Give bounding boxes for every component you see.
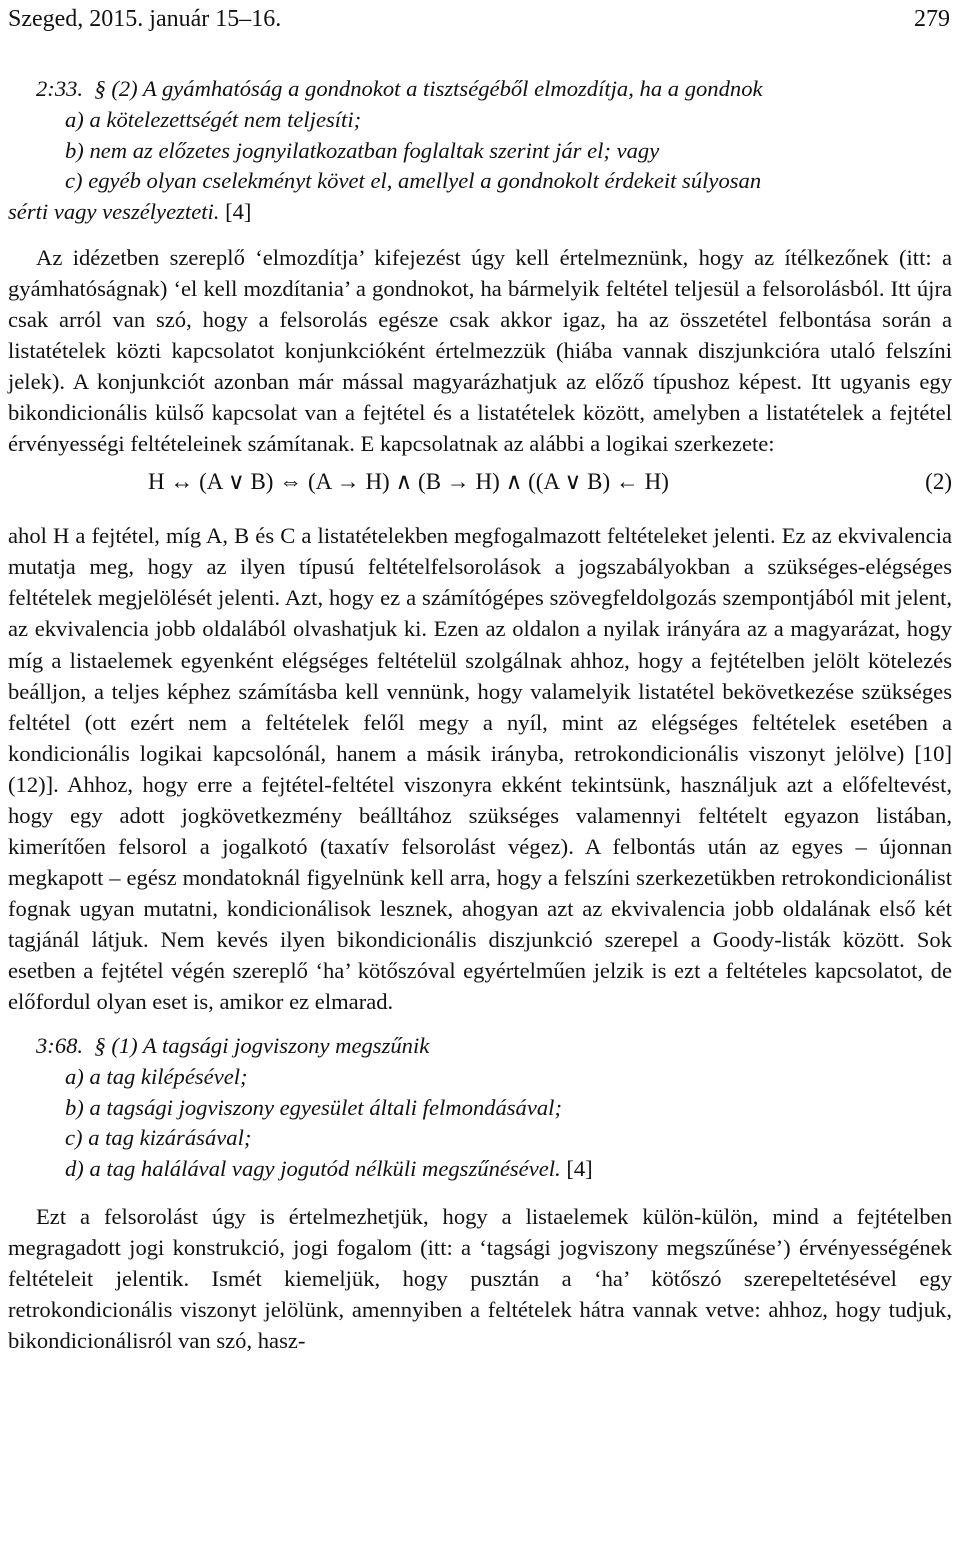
statute-item-d-line	[8, 1154, 952, 1185]
page-number: 279	[914, 6, 950, 32]
statute-item-c: c) a tag kizárásával;	[65, 1125, 252, 1151]
statute-item-c: c) egyéb olyan cselekményt követ el, amellyel a gondnokolt érdekeit súlyosan	[65, 168, 762, 194]
statute-intro-line	[8, 74, 952, 105]
quoted-statute-2-33	[8, 74, 952, 228]
statute-number: 2:33.	[36, 76, 84, 101]
body-paragraph-1: Az idézetben szereplő ‘elmozdítja’ kifejezést úgy kell értelmeznünk, hogy az ítélkezőnek (itt: a gyámhatóságnak) ‘el kell mozdítania’ a gondnokot, ha bármelyik feltétel teljesül a felsorolásból. Itt újra csak arról van szó, hogy a felsorolás egésze csak akkor igaz, ha az összetétel felbontása során a listatételek közti kapcsolatot konjunkcióként értelmezzük (hiába vannak diszjunkcióra utaló felszíni jelek). A konjunkciót azonban már mással magyarázhatjuk az előző típushoz képest. Itt ugyanis egy bikondicionális külső kapcsolat van a fejtétel és a listatételek között, amelyben a listatételek a fejtétel érvényességi feltételeinek számítanak. E kapcsolatnak az alábbi a logikai szerkezete:	[8, 244, 952, 457]
body-paragraph-2: ahol H a fejtétel, míg A, B és C a listatételekben megfogalmazott feltételeket jelenti. Ez az ekvivalencia mutatja meg, hogy az ilyen típusú feltételfelsorolások a jogszabályokban a szükséges-elégséges feltételek megjelölését jelenti. Azt, hogy ez a számítógépes szövegfeldolgozás szempontjából mit jelent, az ekvivalencia jobb oldalából olvashatjuk ki. Ezen az oldalon a nyilak irányára az a magyarázat, hogy míg a listaelemek egyenként elégséges feltételül szolgálnak ahhoz, hogy a fejtételben jelölt kötelezés beálljon, a teljes képhez számításba kell vennünk, hogy valamelyik listatétel bekövetkezése szükséges feltétel (ott ezért nem a feltételek felől megy a nyíl, mint az elégséges feltételek esetében a kondicionális logikai kapcsolónál, hanem a másik irányba, retrokondicionális viszonyt jelölve) [10] (12)]. Ahhoz, hogy erre a fejtétel-feltétel viszonyra ekként tekintsünk, használjuk azt a előfeltevést, hogy egy adott jogkövetkezmény beálltához szükséges valamennyi feltételt egyazon listában, kimerítően felsorol a jogalkotó (taxatív felsorolást végez). A felbontás után az egyes – újonnan megkapott – egész mondatoknál figyelnünk kell arra, hogy a felszíni szerkezetükben retrokondicionálist fognak ugyan mutatni, kondicionálisok lesznek, ahogyan azt az ekvivalencia jobb oldalának első két tagjánál látjuk. Nem kevés ilyen bikondicionális diszjunkció szerepel a Goody-listák között. Sok esetben a fejtétel végén szereplő ‘ha’ kötőszóval egyértelműen jelzik is ezt a feltételes kapcsolatot, de előfordul olyan eset is, amikor ez elmarad.	[8, 523, 952, 1015]
formula-expression: H ↔ (A ∨ B) ⇔ (A → H) ∧ (B → H) ∧ ((A ∨ B) ← H)	[148, 469, 669, 495]
statute-continuation: sérti vagy veszélyezteti.	[8, 199, 220, 225]
citation-reference: [4]	[225, 199, 252, 225]
statute-continuation-line	[8, 197, 952, 228]
statute-item-b: b) a tagsági jogviszony egyesület általi felmondásával;	[65, 1094, 562, 1120]
body-paragraph-3: Ezt a felsorolást úgy is értelmezhetjük, hogy a listaelemek külön-külön, mind a fejtételben megragadott jogi konstrukció, jogi fogalom (itt: a ‘tagsági jogviszony megszűnése’) érvényességének feltételeit jelentik. Ismét kiemeljük, hogy pusztán a ‘ha’ kötőszó szerepeltetésével egy retrokondicionális viszonyt jelölünk, amennyiben a feltételek hátra vannak vetve: ahhoz, hogy tudjuk, bikondicionálisról van szó, hasz-	[8, 1204, 952, 1354]
citation-reference: [4]	[566, 1156, 593, 1182]
statute-item-b: b) nem az előzetes jognyilatkozatban foglaltak szerint jár el; vagy	[65, 137, 660, 163]
statute-item-d: d) a tag halálával vagy jogutód nélküli megszűnésével.	[65, 1156, 561, 1182]
statute-intro: § (2) A gyámhatóság a gondnokot a tisztségéből elmozdítja, ha a gondnok	[94, 76, 763, 101]
statute-intro-line	[8, 1031, 952, 1062]
logic-formula	[8, 469, 952, 513]
statute-number: 3:68.	[36, 1033, 84, 1059]
statute-item-a: a) a kötelezettségét nem teljesíti;	[65, 106, 362, 132]
statute-intro: § (1) A tagsági jogviszony megszűnik	[94, 1033, 430, 1059]
page-body	[8, 74, 952, 1356]
quoted-statute-3-68	[8, 1031, 952, 1185]
page-header	[8, 6, 950, 36]
statute-item-a: a) a tag kilépésével;	[65, 1063, 248, 1089]
running-title: Szeged, 2015. január 15–16.	[8, 6, 282, 32]
formula-label: (2)	[925, 469, 952, 495]
